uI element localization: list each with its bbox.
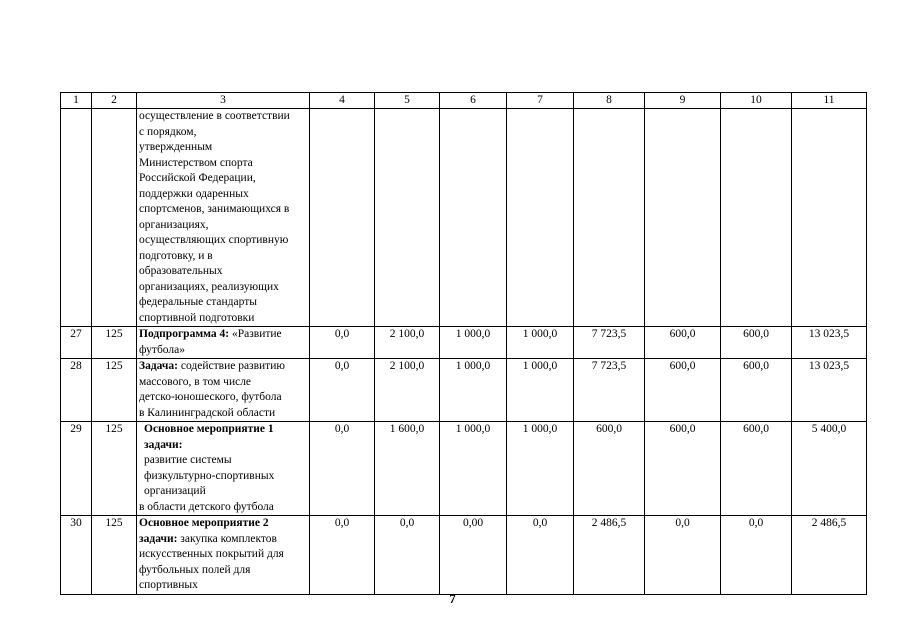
cell-value: 13 023,5 <box>792 327 867 359</box>
description-line: подготовку, и в <box>139 249 213 262</box>
cell-value: 0,0 <box>310 516 375 595</box>
cell-value: 0,0 <box>721 516 792 595</box>
description-line: с порядком, <box>139 125 197 138</box>
cell-value: 7 723,5 <box>574 359 645 422</box>
header-col-4: 4 <box>310 93 375 109</box>
description-line: спортивных <box>139 579 198 591</box>
description-line: искусственных покрытий для <box>139 548 284 560</box>
description-line: развитие системы <box>144 454 232 466</box>
cell-value: 0,0 <box>310 359 375 422</box>
description-bold: Задача: <box>139 360 178 372</box>
description-line: осуществляющих спортивную <box>139 234 289 246</box>
description-bold: задачи: <box>144 438 183 451</box>
cell-value: 2 486,5 <box>792 516 867 595</box>
description-bold: Основное мероприятие 2 <box>139 517 269 529</box>
description-line: организациях, <box>139 218 209 231</box>
cell-code: 125 <box>92 327 137 359</box>
header-col-2: 2 <box>92 93 137 109</box>
cell-value: 600,0 <box>721 422 792 516</box>
cell-description <box>137 516 310 595</box>
cell-value: 1 000,0 <box>440 327 507 359</box>
cell-value: 0,0 <box>507 516 574 595</box>
description-bold: Подпрограмма 4: <box>139 328 230 340</box>
description-line: Российской Федерации, <box>139 172 256 184</box>
description-line: спортсменов, занимающихся в <box>139 203 290 215</box>
description-line: футбола» <box>139 343 185 356</box>
header-col-5: 5 <box>375 93 440 109</box>
cell-value: 600,0 <box>645 327 721 359</box>
description-line: футбольных полей для <box>139 563 251 576</box>
description-line: физкультурно-спортивных <box>144 469 275 482</box>
description-bold: задачи: <box>139 532 178 545</box>
cell-value: 13 023,5 <box>792 359 867 422</box>
description-line: утвержденным <box>139 141 213 153</box>
cell-value <box>310 109 375 327</box>
cell-value: 1 000,0 <box>507 422 574 516</box>
header-col-3: 3 <box>137 93 310 109</box>
cell-value: 600,0 <box>721 359 792 422</box>
header-row <box>61 93 867 109</box>
cell-description <box>137 109 310 327</box>
cell-value: 600,0 <box>574 422 645 516</box>
cell-description <box>137 327 310 359</box>
cell-value: 0,0 <box>310 327 375 359</box>
cell-code <box>92 109 137 327</box>
cell-number: 29 <box>61 422 92 516</box>
cell-number: 28 <box>61 359 92 422</box>
cell-value: 600,0 <box>721 327 792 359</box>
cell-value: 2 100,0 <box>375 359 440 422</box>
cell-value: 7 723,5 <box>574 327 645 359</box>
cell-value: 2 486,5 <box>574 516 645 595</box>
cell-value: 0,0 <box>310 422 375 516</box>
cell-description <box>137 422 310 516</box>
cell-value <box>792 109 867 327</box>
header-col-8: 8 <box>574 93 645 109</box>
description-line: детско-юношеского, футбола <box>139 391 282 403</box>
budget-table <box>60 92 867 595</box>
cell-value <box>440 109 507 327</box>
cell-value: 1 600,0 <box>375 422 440 516</box>
cell-code: 125 <box>92 422 137 516</box>
cell-value <box>721 109 792 327</box>
cell-value: 0,00 <box>440 516 507 595</box>
header-col-11: 11 <box>792 93 867 109</box>
description-line: спортивной подготовки <box>139 311 255 324</box>
cell-value: 1 000,0 <box>507 359 574 422</box>
description-line: организациях, реализующих <box>139 280 279 293</box>
description-line: поддержки одаренных <box>139 187 249 200</box>
header-col-1: 1 <box>61 93 92 109</box>
description-line: массового, в том числе <box>139 375 252 388</box>
description-line: осуществление в соответствии <box>139 110 290 122</box>
table-row-continuation <box>61 109 867 327</box>
cell-number <box>61 109 92 327</box>
cell-value: 1 000,0 <box>440 359 507 422</box>
cell-value: 1 000,0 <box>507 327 574 359</box>
cell-value: 2 100,0 <box>375 327 440 359</box>
cell-value: 0,0 <box>375 516 440 595</box>
cell-value <box>645 109 721 327</box>
description-line: организаций <box>144 485 206 497</box>
header-col-9: 9 <box>645 93 721 109</box>
description-line: Министерством спорта <box>139 156 253 169</box>
header-col-6: 6 <box>440 93 507 109</box>
header-col-7: 7 <box>507 93 574 109</box>
description-line: в Калининградской области <box>139 406 276 419</box>
description-line: в области детского футбола <box>139 500 274 513</box>
description-line: федеральные стандарты <box>139 296 257 308</box>
page-number: 7 <box>449 591 456 606</box>
table-row <box>61 359 867 422</box>
cell-number: 30 <box>61 516 92 595</box>
header-col-10: 10 <box>721 93 792 109</box>
cell-value: 600,0 <box>645 422 721 516</box>
cell-number: 27 <box>61 327 92 359</box>
table-row <box>61 422 867 516</box>
cell-value: 1 000,0 <box>440 422 507 516</box>
cell-value <box>574 109 645 327</box>
table-row <box>61 516 867 595</box>
description-line: образовательных <box>139 265 223 277</box>
cell-value: 600,0 <box>645 359 721 422</box>
cell-code: 125 <box>92 359 137 422</box>
cell-value: 5 400,0 <box>792 422 867 516</box>
cell-value <box>375 109 440 327</box>
table-row <box>61 327 867 359</box>
description-text: «Развитие <box>232 328 282 340</box>
cell-value: 0,0 <box>645 516 721 595</box>
cell-code: 125 <box>92 516 137 595</box>
cell-value <box>507 109 574 327</box>
description-text: закупка комплектов <box>180 532 277 545</box>
cell-description <box>137 359 310 422</box>
description-bold: Основное мероприятие 1 <box>144 423 274 435</box>
description-text: содействие развитию <box>180 360 285 372</box>
